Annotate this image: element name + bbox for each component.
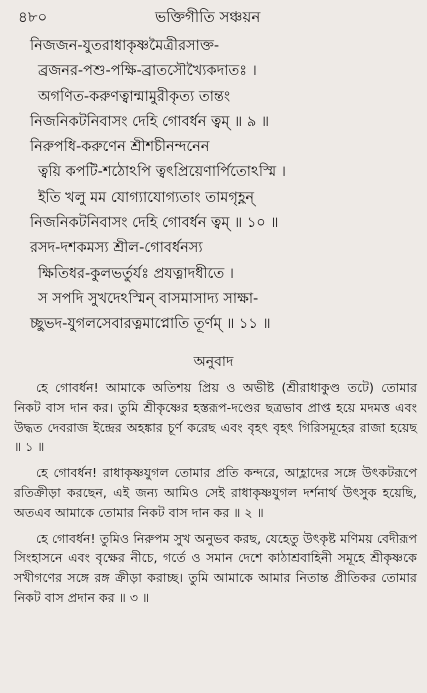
verse-line: নিজনিকটনিবাসং দেহি গোবর্ধন ত্বম্ ॥ ৯ ॥	[30, 113, 270, 130]
verse-line: নিজজন-যুতরাধাকৃষ্ণমৈত্রীরসাক্ত-	[30, 38, 220, 54]
sanskrit-verse-block	[30, 34, 420, 338]
verse-line: চ্ছুভদ-যুগলসেবারত্নমাপ্নোতি তূর্ণম্ ॥ ১১ ॥	[30, 316, 271, 333]
verse-line: ইতি খলু মম যোগ্যাযোগ্যতাং তামগৃহ্ণন্	[38, 189, 255, 206]
verse-line: রসদ-দশকমস্য শ্রীল-গোবর্ধনস্য	[30, 240, 203, 257]
verse-line: স সপদি সুখদেঽস্মিন্ বাসমাসাদ্য সাক্ষা-	[38, 290, 259, 307]
translation-text	[14, 378, 417, 614]
verse-line: ব্রজনর-পশু-পক্ষি-ব্রাতসৌখ্যৈকদাতঃ ।	[38, 63, 257, 80]
running-title: ভক্তিগীতি সঞ্চয়ন	[155, 8, 261, 26]
verse-line: নিরুপধি-করুণেন শ্রীশচীনন্দনেন	[30, 139, 210, 156]
verse-line: ত্বয়ি কপটি-শঠোঽপি ত্বৎপ্রিয়েণার্পিতোঽস্মি ।	[38, 164, 286, 181]
page-number: ৪৮০	[18, 8, 48, 26]
verse-line: নিজনিকটনিবাসং দেহি গোবর্ধন ত্বম্ ॥ ১০ ॥	[30, 215, 279, 232]
page-header	[0, 4, 427, 30]
translation-paragraph: হে গোবর্ধন! রাধাকৃষ্ণযুগল তোমার প্রতি কন্দরে, আহ্লাদের সঙ্গে উৎকটরূপে রতিক্রীড়া করছেন, এই জন্য আমিও সেই রাধাকৃষ্ণযুগল দর্শনার্থ উৎসুক হয়েছি, অতএব আমাকে তোমার নিকট বাস দান কর ॥ ২ ॥	[14, 465, 417, 520]
translation-paragraph: হে গোবর্ধন! তুমিও নিরুপম সুখ অনুভব করছ, যেহেতু উৎকৃষ্ট মণিময় বেদীরূপ সিংহাসনে এবং বৃক্ষের নীচে, গর্তে ও সমান দেশে কাঠাশ্রবাহিনী সমূহে শ্রীকৃষ্ণকে সখীগণের সঙ্গে রঙ্গ ক্রীড়া করাচ্ছ। তুমি আমাকে আমার নিতান্ত প্রীতিকর তোমার নিকট বাস প্রদান কর ॥ ৩ ॥	[14, 530, 417, 605]
translation-heading: অনুবাদ	[193, 354, 234, 370]
verse-line: ক্ষিতিধর-কুলভর্তুর্যঃ প্রযত্নাদধীতে ।	[38, 265, 234, 282]
translation-paragraph: হে গোবর্ধন! আমাকে অতিশয় প্রিয় ও অভীষ্ট (শ্রীরাধাকুণ্ড তটে) তোমার নিকট বাস দান কর। তুমি শ্রীকৃষ্ণের হস্তরূপ-দণ্ডের ছত্রভাব প্রাপ্ত হয়ে মদমত্ত এবং উদ্ধত দেবরাজ ইন্দ্রের অহঙ্কার চূর্ণ করেছ এবং বৃহৎ বৃহৎ গিরিসমূহের রাজা হয়েছ ॥ ১ ॥	[14, 380, 417, 455]
verse-line: অগণিত-করুণত্বান্মামুরীকৃত্য তান্তং	[38, 88, 231, 105]
